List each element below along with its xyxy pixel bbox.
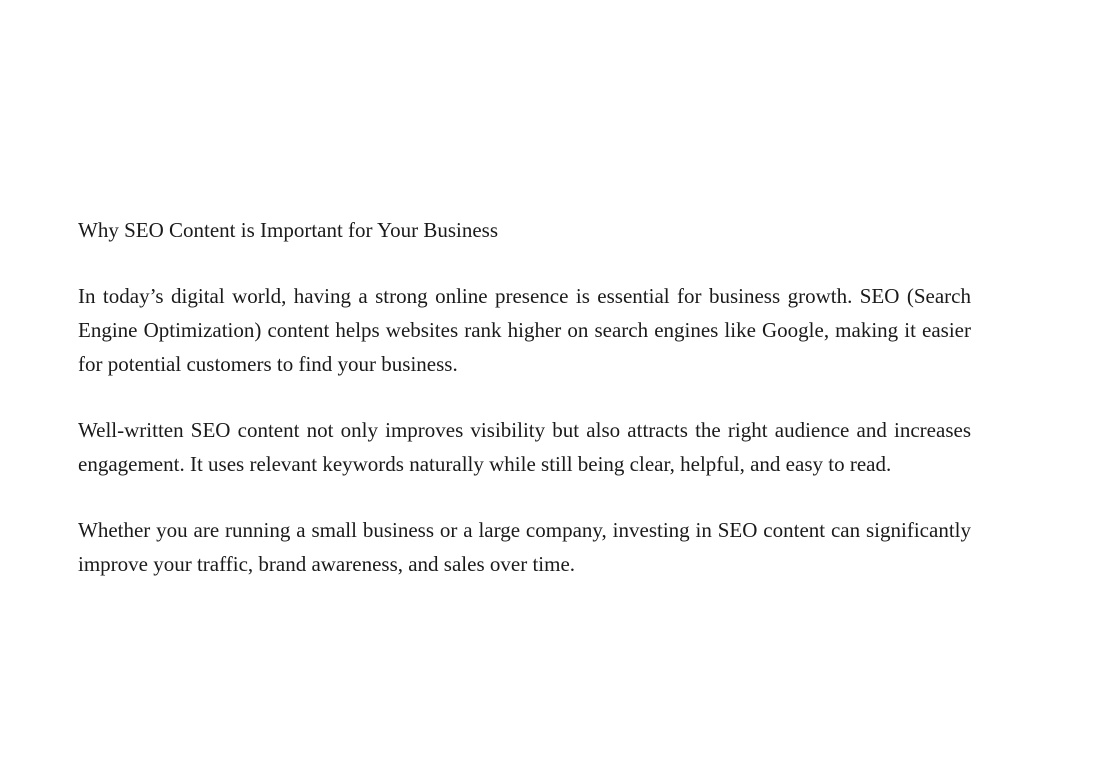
paragraph-1: In today’s digital world, having a strong online presence is essential for business growth. SEO (Search Engine Optimization) content helps websites rank higher on search engines like Google, making it easier for potential customers to find your business. [78,284,971,376]
document-body [78,213,971,581]
paragraph-3: Whether you are running a small business or a large company, investing in SEO content can significantly improve your traffic, brand awareness, and sales over time. [78,518,971,576]
paragraph-2: Well-written SEO content not only improves visibility but also attracts the right audience and increases engagement. It uses relevant keywords naturally while still being clear, helpful, and easy to read. [78,418,971,476]
document-title: Why SEO Content is Important for Your Business [78,218,498,242]
